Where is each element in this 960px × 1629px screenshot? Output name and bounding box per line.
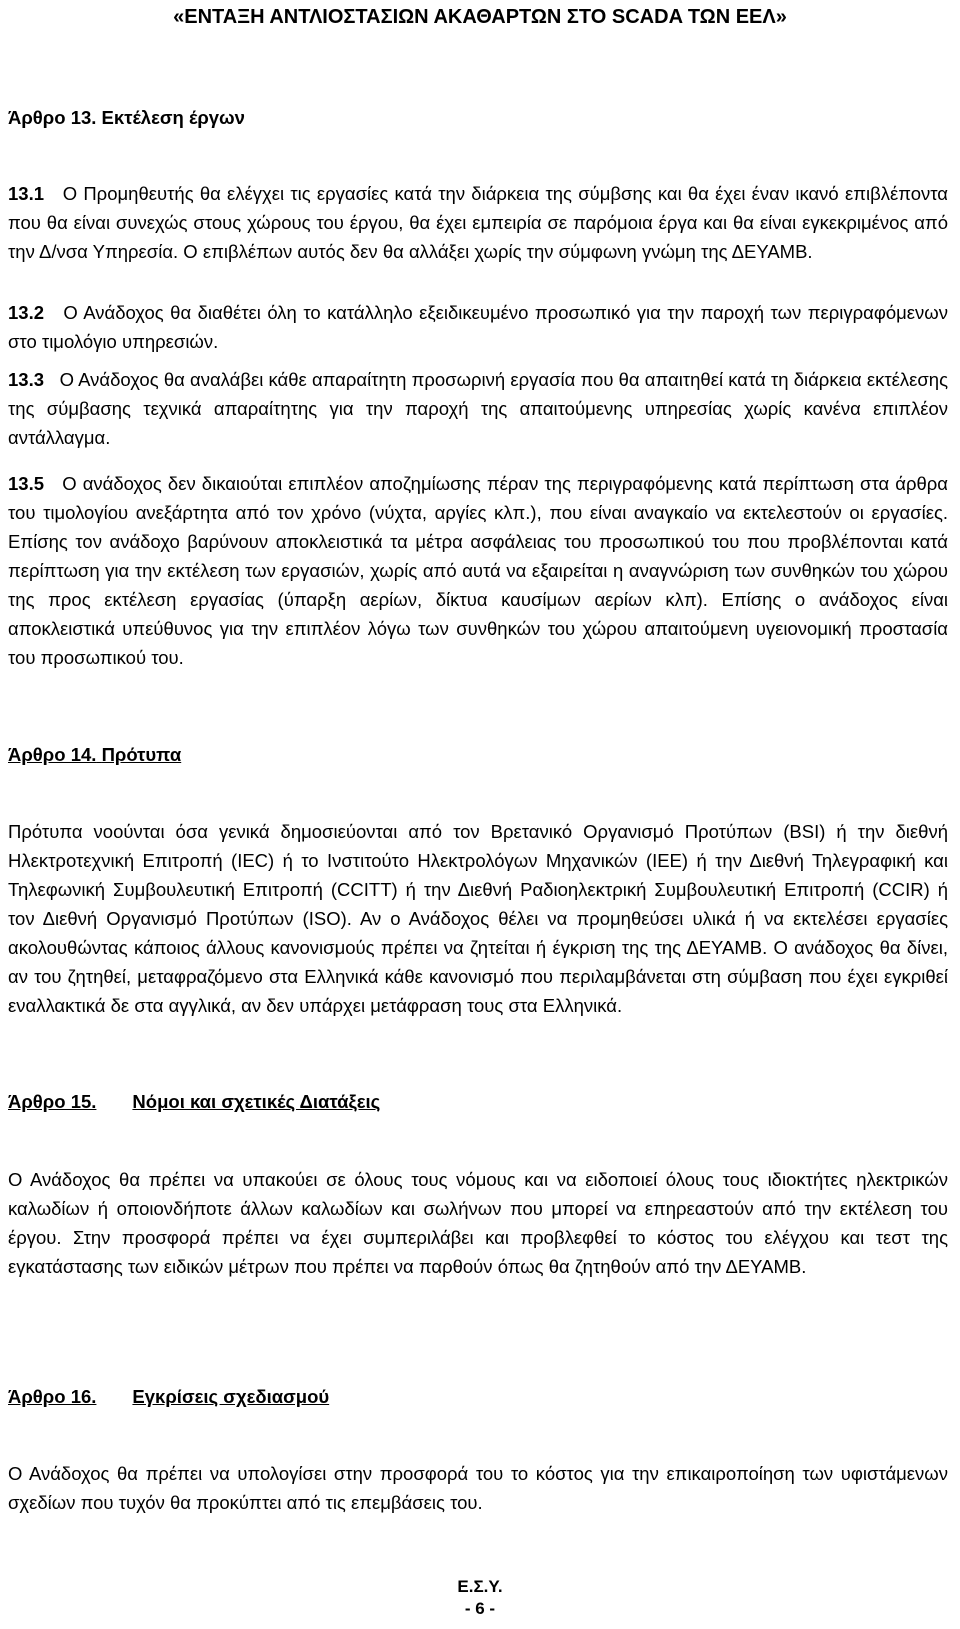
article-16-body: [8, 1459, 948, 1517]
article-16-title: Εγκρίσεις σχεδιασμού: [132, 1386, 330, 1407]
paragraph-13-5: [8, 469, 948, 672]
article-14-heading: [8, 740, 948, 769]
paragraph-number: 13.2: [8, 302, 45, 323]
article-15-heading: [8, 1087, 948, 1116]
article-16-heading: [8, 1382, 948, 1411]
paragraph-13-3: [8, 365, 948, 452]
article-15-title: Νόμοι και σχετικές Διατάξεις: [132, 1091, 381, 1112]
article-15-text: Ο Ανάδοχος θα πρέπει να υπακούει σε όλους τους νόμους και να ειδοποιεί όλους τους ιδιοκτήτες ηλεκτρικών καλωδίων ή οποιονδήποτε άλλων καλωδίων και σωλήνων που μπορεί να επηρεαστούν από την εκτέλεση του έργου. Στην προσφορά πρέπει να έχει συμπεριλάβει και προβλεφθεί το κόστος του ελέγχου και τεστ της εγκατάστασης των ειδικών μέτρων που πρέπει να παρθούν όπως θα ζητηθούν από την ΔΕΥΑΜΒ.: [8, 1169, 948, 1277]
article-15-label: Άρθρο 15.: [8, 1091, 97, 1112]
article-14-text: Πρότυπα νοούνται όσα γενικά δημοσιεύονται από τον Βρετανικό Οργανισμό Προτύπων (BSI) ή την διεθνή Ηλεκτροτεχνική Επιτροπή (IEC) ή το Ινστιτούτο Ηλεκτρολόγων Μηχανικών (IEE) ή την Διεθνή Τηλεγραφική και Τηλεφωνική Συμβουλευτική Επιτροπή (CCITT) ή την Διεθνή Ραδιοηλεκτρική Συμβουλευτική Επιτροπή (CCIR) ή τον Διεθνή Οργανισμό Προτύπων (ISO). Αν ο Ανάδοχος θέλει να προμηθεύσει υλικά ή να εκτελέσει εργασίες ακολουθώντας κάποιος άλλους κανονισμούς πρέπει να ζητείται ή έγκριση της της ΔΕΥΑΜΒ. Ο ανάδοχος θα δίνει, αν του ζητηθεί, μεταφραζόμενο στα Ελληνικά κάθε κανονισμό που περιλαμβάνεται στη σύμβαση που έχει εγκριθεί εναλλακτικά δε στα αγγλικά, αν δεν υπάρχει μετάφραση τους στα Ελληνικά.: [8, 821, 948, 1016]
paragraph-number: 13.5: [8, 473, 45, 494]
paragraph-text: Ο Προμηθευτής θα ελέγχει τις εργασίες κατά την διάρκεια της σύμβσης και θα έχει έναν ικανό επιβλέποντα που θα είναι συνεχώς στους χώρους του έργου, θα έχει εμπειρία σε παρόμοια έργα και θα είναι εγκεκριμένος από την Δ/νσα Υπηρεσία. Ο επιβλέπων αυτός δεν θα αλλάξει χωρίς την σύμφωνη γνώμη της ΔΕΥΑΜΒ.: [8, 183, 948, 262]
article-14-title: Πρότυπα: [101, 744, 182, 765]
paragraph-number: 13.1: [8, 183, 45, 204]
article-13: [8, 103, 948, 132]
article-13-title: Άρθρο 13. Εκτέλεση έργων: [8, 107, 245, 128]
article-15-body: [8, 1165, 948, 1281]
article-16-label: Άρθρο 16.: [8, 1386, 97, 1407]
paragraph-13-2: [8, 298, 948, 356]
article-16-text: Ο Ανάδοχος θα πρέπει να υπολογίσει στην προσφορά του το κόστος για την επικαιροποίηση των υφιστάμενων σχεδίων που τυχόν θα προκύπτει από τις επεμβάσεις του.: [8, 1463, 948, 1513]
document-header: «ΕΝΤΑΞΗ ΑΝΤΛΙΟΣΤΑΣΙΩΝ ΑΚΑΘΑΡΤΩΝ ΣΤΟ SCADA ΤΩΝ ΕΕΛ»: [173, 6, 787, 28]
page-number: - 6 -: [464, 1599, 496, 1618]
footer-org: Ε.Σ.Υ.: [457, 1577, 503, 1596]
article-14-body: [8, 817, 948, 1020]
paragraph-text: Ο Ανάδοχος θα αναλάβει κάθε απαραίτητη προσωρινή εργασία που θα απαιτηθεί κατά τη διάρκεια εκτέλεσης της σύμβασης τεχνικά απαραίτητης για την παροχή της απαιτούμενης υπηρεσίας χωρίς κανένα επιπλέον αντάλλαγμα.: [8, 369, 949, 448]
paragraph-text: Ο ανάδοχος δεν δικαιούται επιπλέον αποζημίωσης πέραν της περιγραφόμενης κατά περίπτωση στα άρθρα του τιμολογίου ανεξάρτητα από τον χρόνο (νύχτα, αργίες κλπ.), που είναι αναγκαίο να εκτελεστούν οι εργασίες. Επίσης τον ανάδοχο βαρύνουν αποκλειστικά τα μέτρα ασφάλειας του προσωπικού του που προβλέπονται κατά περίπτωση για την εκτέλεση των εργασιών, χωρίς από αυτά να εξαιρείται η αναγνώριση των συνθηκών του χώρου της προς εκτέλεση εργασίας (ύπαρξη αερίων, δίκτυα καυσίμων αερίων κλπ). Επίσης ο ανάδοχος είναι αποκλειστικά υπεύθυνος για την επιπλέον λόγω των συνθηκών του χώρου απαιτούμενη υγειονομική προστασία του προσωπικού του.: [8, 473, 948, 668]
article-14-label: Άρθρο 14.: [8, 744, 97, 765]
paragraph-text: Ο Ανάδοχος θα διαθέτει όλη το κατάλληλο εξειδικευμένο προσωπικό για την παροχή των περιγραφόμενων στο τιμολόγιο υπηρεσιών.: [8, 302, 948, 352]
paragraph-number: 13.3: [8, 369, 45, 390]
paragraph-13-1: [8, 179, 948, 266]
